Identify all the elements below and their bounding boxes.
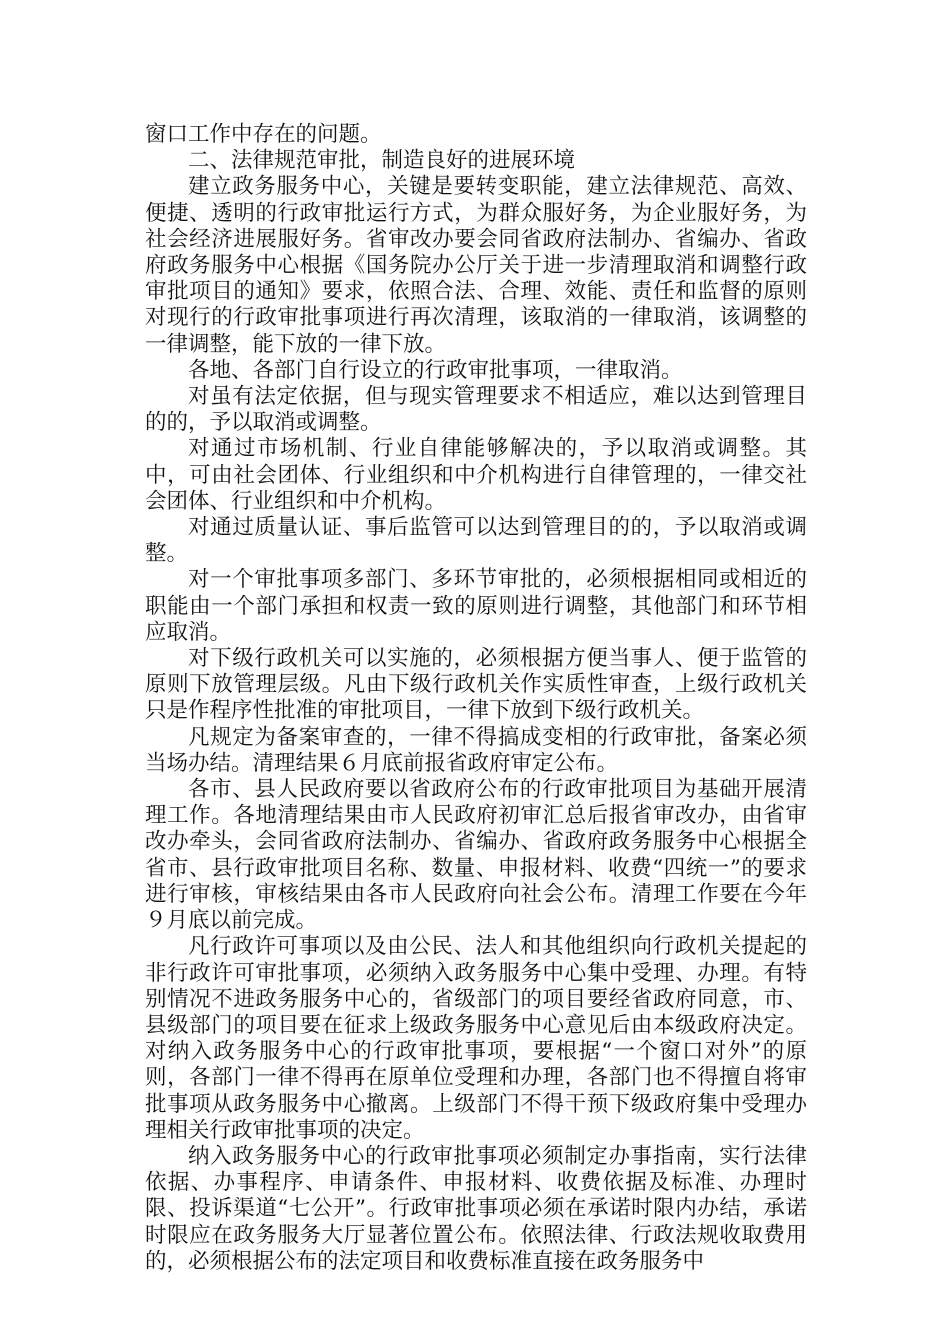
paragraph: 建立政务服务中心，关键是要转变职能，建立法律规范、高效、便捷、透明的行政审批运行方式，为群众服好务，为企业服好务，为社会经济进展服好务。省审改办要会同省政府法制办、省编办、省政府政务服务中心根据《国务院办公厅关于进一步清理取消和调整行政审批项目的通知》要求，依照合法、合理、效能、责任和监督的原则对现行的行政审批事项进行再次清理，该取消的一律取消，该调整的一律调整，能下放的一律下放。 xyxy=(145,174,807,357)
paragraph: 各市、县人民政府要以省政府公布的行政审批项目为基础开展清理工作。各地清理结果由市人民政府初审汇总后报省审改办，由省审改办牵头，会同省政府法制办、省编办、省政府政务服务中心根据全省市、县行政审批项目名称、数量、申报材料、收费“四统一”的要求进行审核，审核结果由各市人民政府向社会公布。清理工作要在今年９月底以前完成。 xyxy=(145,777,807,934)
paragraph: 各地、各部门自行设立的行政审批事项，一律取消。 xyxy=(188,357,683,383)
paragraph: 对一个审批事项多部门、多环节审批的，必须根据相同或相近的职能由一个部门承担和权责一致的原则进行调整，其他部门和环节相应取消。 xyxy=(145,567,807,645)
paragraph: 对通过市场机制、行业自律能够解决的，予以取消或调整。其中，可由社会团体、行业组织和中介机构进行自律管理的，一律交社会团体、行业组织和中介机构。 xyxy=(145,436,807,514)
section-heading: 二、法律规范审批，制造良好的进展环境 xyxy=(188,148,576,174)
paragraph: 凡行政许可事项以及由公民、法人和其他组织向行政机关提起的非行政许可审批事项，必须纳入政务服务中心集中受理、办理。有特别情况不进政务服务中心的，省级部门的项目要经省政府同意，市、县级部门的项目要在征求上级政务服务中心意见后由本级政府决定。对纳入政务服务中心的行政审批事项，要根据“一个窗口对外”的原则，各部门一律不得再在原单位受理和办理，各部门也不得擅自将审批事项从政务服务中心撤离。上级部门不得干预下级政府集中受理办理相关行政审批事项的决定。 xyxy=(145,934,807,1143)
paragraph: 对通过质量认证、事后监管可以达到管理目的的，予以取消或调整。 xyxy=(145,515,807,567)
document-body xyxy=(145,122,807,1275)
paragraph: 凡规定为备案审查的，一律不得搞成变相的行政审批，备案必须当场办结。清理结果６月底前报省政府审定公布。 xyxy=(145,724,807,776)
paragraph: 纳入政务服务中心的行政审批事项必须制定办事指南，实行法律依据、办事程序、申请条件、申报材料、收费依据及标准、办理时限、投诉渠道“七公开”。行政审批事项必须在承诺时限内办结，承诺时限应在政务服务大厅显著位置公布。依照法律、行政法规收取费用的，必须根据公布的法定项目和收费标准直接在政务服务中 xyxy=(145,1143,807,1274)
paragraph: 对虽有法定依据，但与现实管理要求不相适应，难以达到管理目的的，予以取消或调整。 xyxy=(145,384,807,436)
paragraph-continuation: 窗口工作中存在的问题。 xyxy=(145,122,382,147)
paragraph: 对下级行政机关可以实施的，必须根据方便当事人、便于监管的原则下放管理层级。凡由下级行政机关作实质性审查，上级行政机关只是作程序性批准的审批项目，一律下放到下级行政机关。 xyxy=(145,646,807,724)
